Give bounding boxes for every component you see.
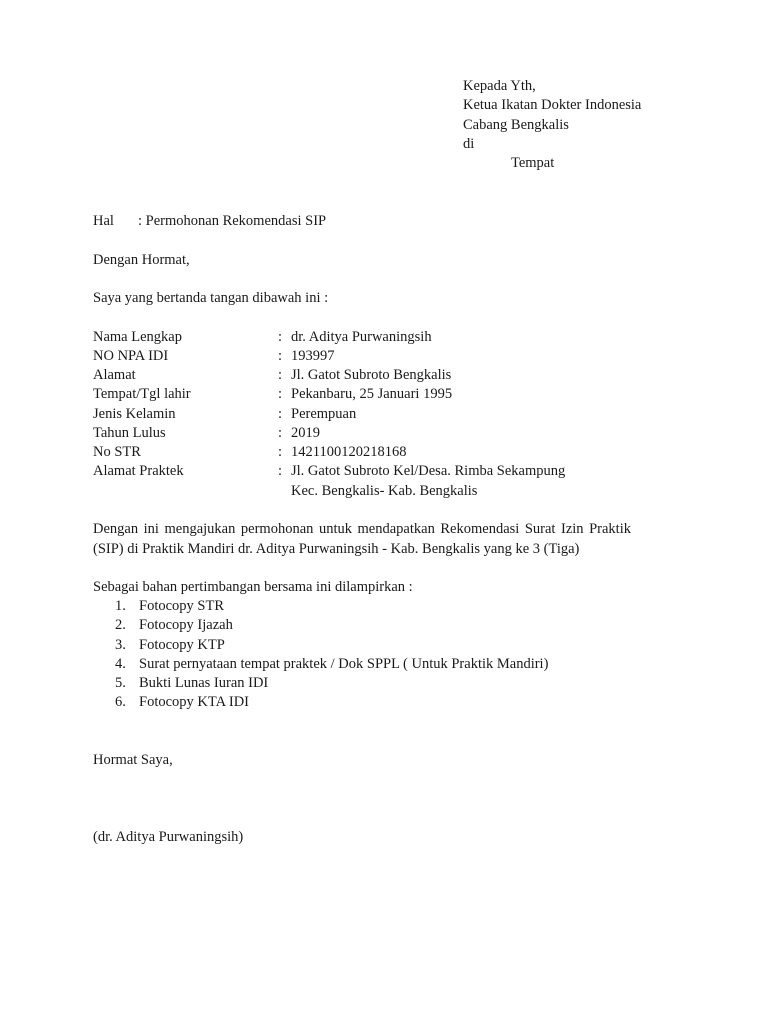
list-text: Fotocopy STR [139,598,224,614]
recipient-line-3: Cabang Bengkalis [463,117,569,133]
field-colon: : [278,444,283,460]
list-text: Fotocopy KTP [139,637,225,653]
field-label: Tahun Lulus [93,425,166,441]
subject-text: : Permohonan Rekomendasi SIP [138,213,327,229]
closing: Hormat Saya, [93,752,173,768]
list-text: Fotocopy KTA IDI [139,694,249,710]
list-number: 4. [115,656,126,672]
list-text: Bukti Lunas Iuran IDI [139,675,269,691]
field-colon: : [278,425,283,441]
field-value: 193997 [291,348,335,364]
address-continuation: Kec. Bengkalis- Kab. Bengkalis [291,483,478,499]
list-text: Fotocopy Ijazah [139,617,233,633]
field-value: 1421100120218168 [291,444,407,460]
field-label: Jenis Kelamin [93,406,176,422]
field-value: dr. Aditya Purwaningsih [291,329,432,345]
list-number: 6. [115,694,126,710]
field-value: Pekanbaru, 25 Januari 1995 [291,386,453,402]
attachments-intro: Sebagai bahan pertimbangan bersama ini dilampirkan : [93,579,413,595]
greeting: Dengan Hormat, [93,252,190,268]
request-line-2: (SIP) di Praktik Mandiri dr. Aditya Purwaningsih - Kab. Bengkalis yang ke 3 (Tiga) [93,541,580,557]
field-label: Alamat Praktek [93,463,184,479]
field-colon: : [278,329,283,345]
field-label: Alamat [93,367,136,383]
recipient-line-2: Ketua Ikatan Dokter Indonesia [463,97,642,113]
field-value: Jl. Gatot Subroto Kel/Desa. Rimba Sekampung [291,463,566,479]
field-value: Perempuan [291,406,357,422]
field-colon: : [278,367,283,383]
field-colon: : [278,463,283,479]
list-number: 1. [115,598,126,614]
field-colon: : [278,406,283,422]
recipient-line-5: Tempat [511,155,555,171]
list-number: 5. [115,675,126,691]
field-label: Nama Lengkap [93,329,182,345]
list-number: 3. [115,637,126,653]
field-colon: : [278,348,283,364]
field-value: Jl. Gatot Subroto Bengkalis [291,367,452,383]
recipient-line-1: Kepada Yth, [463,78,536,94]
field-label: No STR [93,444,141,460]
signature-name: (dr. Aditya Purwaningsih) [93,829,244,845]
subject-label: Hal [93,213,114,229]
recipient-line-4: di [463,136,475,152]
field-label: Tempat/Tgl lahir [93,386,191,402]
list-number: 2. [115,617,126,633]
field-colon: : [278,386,283,402]
field-value: 2019 [291,425,320,441]
intro-text: Saya yang bertanda tangan dibawah ini : [93,290,329,306]
field-label: NO NPA IDI [93,348,169,364]
request-line-1: Dengan ini mengajukan permohonan untuk mendapatkan Rekomendasi Surat Izin Praktik [93,521,631,537]
list-text: Surat pernyataan tempat praktek / Dok SPPL ( Untuk Praktik Mandiri) [139,656,549,672]
